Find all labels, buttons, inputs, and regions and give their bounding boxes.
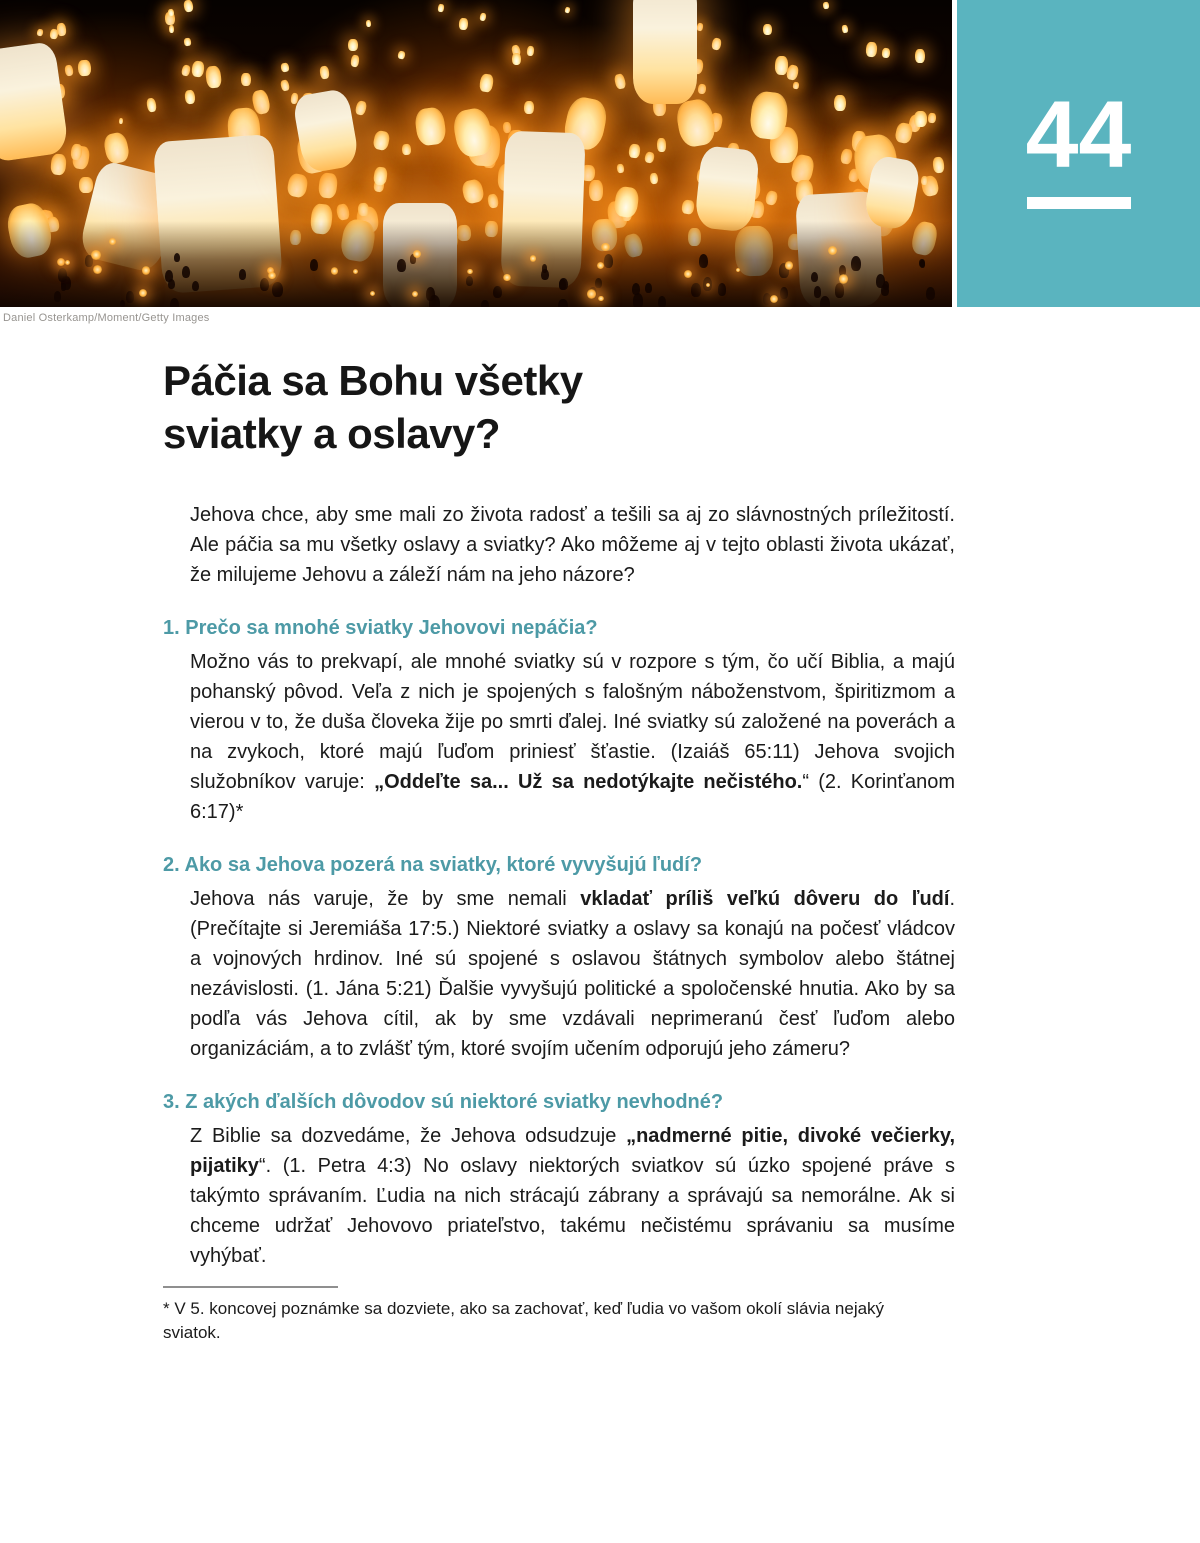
crowd-silhouette bbox=[926, 287, 935, 300]
sky-lantern bbox=[644, 151, 656, 164]
sky-lantern bbox=[564, 7, 570, 14]
sky-lantern bbox=[64, 64, 74, 76]
crowd-silhouette bbox=[493, 286, 502, 299]
body-text: . (Prečítajte si Jeremiáša 17:5.) Niektoré sviatky a oslavy sa konajú na počesť vládcov a vojnových hrdinov. Iné sú spojené s oslavou štátnych symbolov alebo štátnej nezávislosti. (1. Jána 5:21) Ďalšie vyvyšujú politické a spoločenské hnutia. Ako by sa podľa vás Jehova cítil, ak by sme vzdávali neprimeranú česť ľuďom alebo organizáciám, a to zvlášť tým, ktoré svojím učením odporujú jeho zámeru? bbox=[190, 888, 955, 1060]
sky-lantern bbox=[765, 190, 779, 207]
sky-lantern bbox=[913, 110, 926, 126]
candle-light bbox=[467, 269, 472, 274]
crowd-silhouette bbox=[811, 272, 818, 282]
sky-lantern bbox=[119, 118, 124, 124]
sky-lantern bbox=[280, 79, 290, 92]
sky-lantern bbox=[397, 51, 405, 60]
sky-lantern bbox=[479, 13, 487, 22]
crowd-silhouette bbox=[559, 278, 568, 291]
sky-lantern bbox=[617, 164, 625, 174]
sky-lantern bbox=[882, 48, 891, 59]
sky-lantern bbox=[927, 112, 936, 123]
article-body bbox=[0, 354, 1200, 1345]
crowd-silhouette bbox=[851, 256, 861, 271]
candle-light bbox=[353, 269, 358, 274]
candle-light bbox=[93, 265, 102, 274]
sky-lantern bbox=[841, 25, 848, 34]
crowd-silhouette bbox=[919, 259, 924, 267]
sky-lantern bbox=[748, 90, 788, 140]
sky-lantern bbox=[79, 177, 93, 194]
crowd-silhouette bbox=[691, 283, 700, 297]
crowd-silhouette bbox=[58, 268, 67, 282]
photo-credit: Daniel Osterkamp/Moment/Getty Images bbox=[3, 312, 210, 324]
sky-lantern bbox=[204, 65, 222, 88]
candle-light bbox=[413, 250, 421, 258]
crowd-silhouette bbox=[192, 281, 199, 291]
section-3 bbox=[163, 1089, 955, 1271]
sky-lantern bbox=[894, 121, 914, 143]
sky-lantern bbox=[319, 66, 329, 80]
sky-lantern bbox=[241, 73, 251, 86]
question-3-heading: 3. Z akých ďalších dôvodov sú niektoré sviatky nevhodné? bbox=[163, 1091, 724, 1113]
bold-scripture-text: vkladať príliš veľkú dôveru do ľudí bbox=[580, 888, 950, 910]
sky-lantern bbox=[286, 172, 309, 198]
chapter-number-underline bbox=[1027, 197, 1131, 209]
chapter-number-badge bbox=[957, 0, 1200, 307]
crowd-silhouette bbox=[429, 295, 440, 307]
body-text: Možno vás to prekvapí, ale mnohé sviatky sú v rozpore s tým, čo učí Biblia, a majú pohanský pôvod. Veľa z nich je spojených s falošným náboženstvom, špiritizmom a vierou v to, že duša človeka žije po smrti ďalej. Iné sviatky sú založené na poverách a na zvykoch, ktoré majú ľuďom priniesť šťastie. (Izaiáš 65:11) Jehova svojich služobníkov varuje: bbox=[190, 651, 955, 793]
crowd-silhouette bbox=[61, 283, 66, 291]
sky-lantern bbox=[413, 107, 447, 148]
candle-light bbox=[684, 270, 692, 278]
crowd-silhouette bbox=[645, 283, 652, 293]
candle-light bbox=[597, 262, 603, 268]
sky-lantern bbox=[628, 144, 640, 159]
sky-lantern bbox=[102, 131, 131, 165]
sky-lantern bbox=[181, 64, 191, 76]
crowd-silhouette bbox=[165, 270, 173, 282]
sky-lantern bbox=[487, 193, 500, 208]
crowd-silhouette bbox=[54, 291, 61, 302]
crowd-silhouette bbox=[632, 283, 640, 295]
crowd-silhouette bbox=[835, 283, 845, 298]
crowd-silhouette bbox=[604, 254, 613, 268]
candle-light bbox=[142, 266, 150, 274]
sky-lantern bbox=[681, 199, 695, 215]
sky-lantern bbox=[438, 4, 445, 13]
chapter-number: 44 bbox=[1025, 82, 1132, 188]
sky-lantern bbox=[588, 180, 602, 201]
candle-light bbox=[412, 291, 418, 297]
answer-3-paragraph bbox=[163, 1121, 955, 1271]
sky-lantern bbox=[191, 60, 205, 77]
section-2 bbox=[163, 852, 955, 1064]
sky-lantern bbox=[167, 8, 174, 16]
sky-lantern bbox=[479, 73, 494, 93]
answer-1-paragraph bbox=[163, 647, 955, 827]
footnote-divider bbox=[163, 1286, 338, 1288]
candle-light bbox=[530, 255, 537, 262]
sky-lantern bbox=[822, 2, 829, 10]
candle-light bbox=[268, 272, 275, 279]
sky-lantern bbox=[834, 95, 846, 111]
page-title bbox=[163, 354, 955, 460]
candle-light bbox=[839, 274, 848, 283]
sky-lantern-large bbox=[694, 145, 760, 233]
sky-lantern bbox=[763, 24, 772, 35]
crowd-silhouette bbox=[541, 269, 549, 281]
lantern-festival-photo bbox=[0, 0, 952, 307]
crowd-silhouette bbox=[481, 300, 488, 307]
sky-lantern bbox=[613, 185, 640, 218]
sky-lantern bbox=[526, 45, 534, 55]
body-text: “. (1. Petra 4:3) No oslavy niektorých sviatkov sú úzko spojené práve s takýmto správaním. Ľudia na nich strácajú zábrany a správajú sa nemorálne. Ak si chceme udržať Jehovovo priateľstvo, takému nečistému správaniu sa musíme vyhýbať. bbox=[190, 1155, 955, 1267]
sky-lantern bbox=[401, 144, 410, 156]
question-1-heading: 1. Prečo sa mnohé sviatky Jehovovi nepáčia? bbox=[163, 617, 598, 639]
sky-lantern bbox=[36, 28, 43, 36]
sky-lantern bbox=[185, 90, 197, 105]
sky-lantern bbox=[50, 154, 67, 176]
bold-scripture-text: „nadmerné pitie, divoké večierky, pijatiky bbox=[190, 1125, 956, 1177]
sky-lantern bbox=[866, 41, 878, 57]
sky-lantern bbox=[915, 49, 925, 63]
crowd-silhouette bbox=[820, 296, 831, 307]
sky-lantern bbox=[675, 98, 718, 150]
crowd-silhouette bbox=[174, 253, 180, 262]
body-text: “ (2. Korinťanom 6:17)* bbox=[190, 771, 955, 823]
sky-lantern bbox=[933, 156, 946, 173]
crowd-silhouette bbox=[814, 286, 822, 297]
sky-lantern bbox=[355, 100, 368, 116]
sky-lantern bbox=[146, 98, 158, 113]
sky-lantern bbox=[657, 138, 667, 152]
crowd-silhouette bbox=[718, 283, 727, 296]
sky-lantern bbox=[318, 172, 338, 199]
sky-lantern-large bbox=[633, 0, 697, 104]
bold-scripture-text: „Oddeľte sa... Už sa nedotýkajte nečistého. bbox=[374, 771, 803, 793]
sky-lantern bbox=[77, 59, 91, 76]
page-title-line-1: Páčia sa Bohu všetky bbox=[163, 357, 583, 404]
sky-lantern bbox=[614, 73, 627, 89]
sky-lantern bbox=[512, 53, 521, 65]
candle-light bbox=[587, 289, 597, 299]
sky-lantern bbox=[57, 23, 67, 37]
body-text: Z Biblie sa dozvedáme, že Jehova odsudzuje bbox=[190, 1125, 627, 1147]
sky-lantern bbox=[350, 54, 360, 67]
crowd-silhouette bbox=[658, 296, 666, 307]
sky-lantern bbox=[169, 25, 175, 33]
sky-lantern bbox=[49, 28, 58, 39]
footnote-text: * V 5. koncovej poznámke sa dozviete, ako sa zachovať, keď ľudia vo vašom okolí slávia nejaký sviatok. bbox=[163, 1299, 885, 1342]
intro-paragraph: Jehova chce, aby sme mali zo života radosť a tešili sa aj zo slávnostných príležitostí. Ale páčia sa mu všetky oslavy a sviatky? Ako môžeme aj v tejto oblasti života ukázať, že milujeme Jehovu a záleží nám na jeho názore? bbox=[190, 504, 955, 586]
candle-light bbox=[503, 274, 510, 281]
crowd-silhouette bbox=[272, 282, 282, 298]
sky-lantern bbox=[336, 203, 351, 221]
crowd-silhouette bbox=[182, 266, 190, 278]
sky-lantern bbox=[698, 84, 707, 95]
sky-lantern bbox=[373, 167, 388, 186]
section-1 bbox=[163, 615, 955, 827]
sky-lantern bbox=[348, 39, 358, 51]
candle-light bbox=[91, 250, 101, 260]
crowd-silhouette bbox=[260, 278, 269, 292]
sky-lantern bbox=[711, 37, 722, 51]
body-text: Jehova nás varuje, že by sme nemali bbox=[190, 888, 581, 910]
crowd-silhouette bbox=[466, 276, 473, 287]
sky-lantern bbox=[280, 62, 289, 73]
sky-lantern bbox=[366, 20, 372, 27]
sky-lantern bbox=[372, 129, 391, 150]
crowd-silhouette bbox=[780, 287, 788, 299]
candle-light bbox=[785, 261, 794, 270]
sky-lantern bbox=[793, 81, 800, 88]
sky-lantern bbox=[460, 178, 484, 205]
crowd-silhouette bbox=[126, 291, 134, 303]
candle-light bbox=[770, 295, 778, 303]
sky-lantern bbox=[183, 37, 191, 46]
sky-lantern bbox=[524, 101, 534, 114]
crowd-silhouette bbox=[558, 299, 567, 307]
header-row bbox=[0, 0, 1200, 307]
page-title-line-2: sviatky a oslavy? bbox=[163, 410, 501, 457]
sky-lantern bbox=[183, 0, 194, 13]
crowd-silhouette bbox=[397, 259, 406, 272]
crowd-silhouette bbox=[876, 274, 885, 288]
sky-lantern-large bbox=[0, 41, 69, 163]
question-2-heading: 2. Ako sa Jehova pozerá na sviatky, ktoré vyvyšujú ľudí? bbox=[163, 854, 703, 876]
sky-lantern bbox=[650, 173, 659, 185]
crowd-silhouette bbox=[595, 278, 602, 288]
candle-light bbox=[331, 267, 338, 274]
sky-lantern bbox=[357, 203, 369, 217]
crowd-silhouette bbox=[699, 254, 708, 268]
sky-lantern bbox=[840, 148, 853, 165]
answer-2-paragraph bbox=[163, 884, 955, 1064]
sky-lantern bbox=[459, 18, 469, 30]
crowd-silhouette bbox=[120, 300, 125, 307]
crowd-silhouette bbox=[239, 269, 246, 280]
